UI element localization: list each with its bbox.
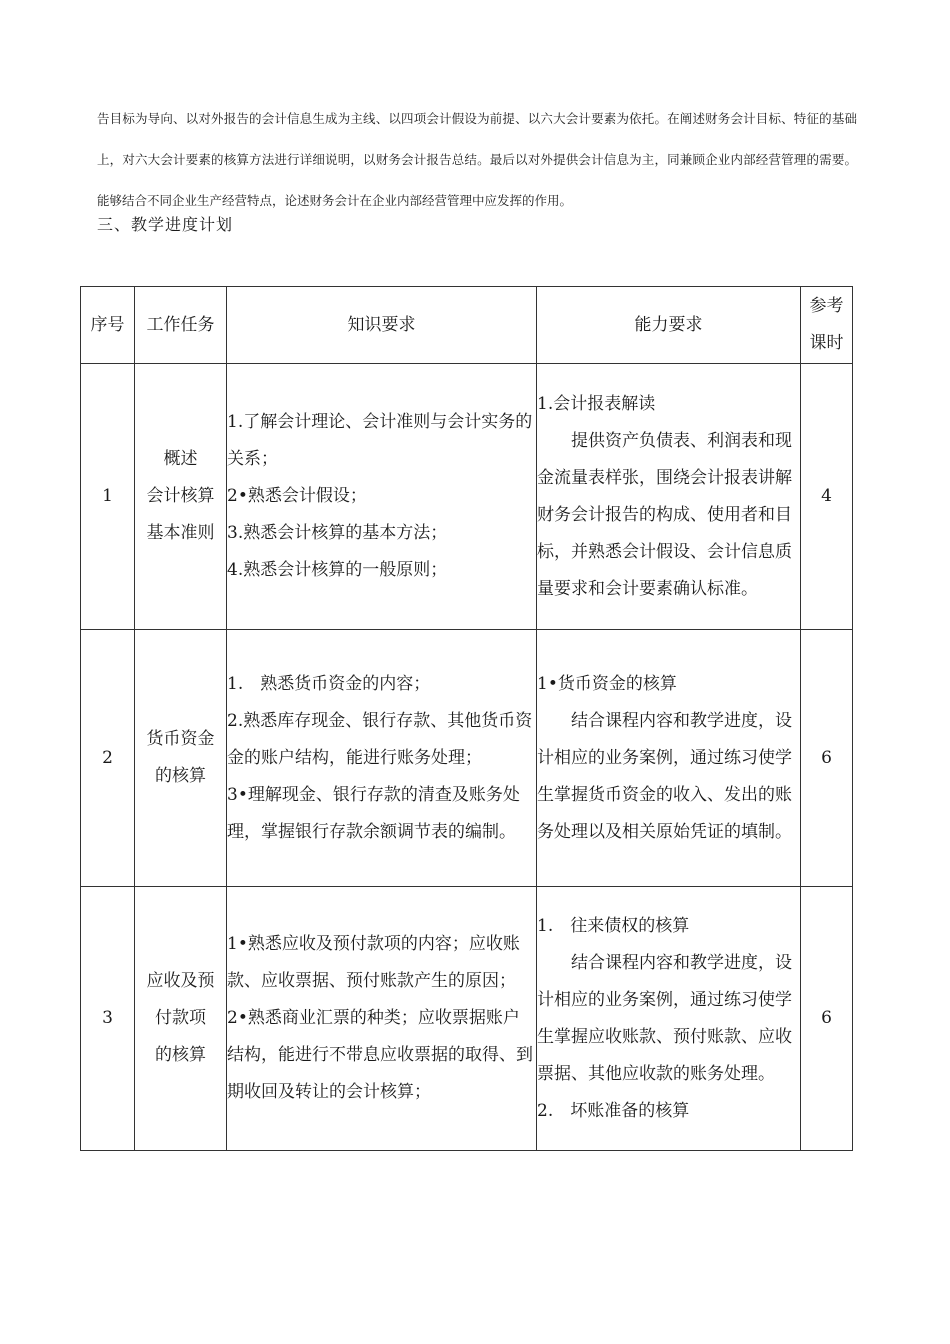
knowledge-item: 2•熟悉商业汇票的种类；应收票据账户结构，能进行不带息应收票据的取得、到期收回及转让的会计核算；: [227, 1008, 533, 1102]
ability-title: 1•货币资金的核算: [537, 673, 677, 694]
task-line: 基本准则: [146, 523, 215, 543]
row-task: [135, 630, 227, 887]
intro-paragraph: 告目标为导向、以对外报告的会计信息生成为主线、以四项会计假设为前提、以六大会计要素为依托。在阐述财务会计目标、特征的基础上，对六大会计要素的核算方法进行详细说明，以财务会计报告总结。最后以对外提供会计信息为主，同兼顾企业内部经营管理的需要。能够结合不同企业生产经营特点，论述财务会计在企业内部经营管理中应发挥的作用。: [97, 111, 857, 208]
row-ability: [537, 630, 801, 887]
task-line: 的核算: [155, 766, 206, 786]
task-line: 应收及预: [146, 971, 215, 991]
header-hours: [801, 287, 853, 364]
row-knowledge: [227, 887, 537, 1151]
knowledge-item: 3•理解现金、银行存款的清查及账务处理，掌握银行存款余额调节表的编制。: [227, 784, 520, 842]
table-row: [81, 364, 853, 630]
task-line: 会计核算: [146, 486, 215, 506]
ability-title: 1.会计报表解读: [537, 393, 656, 414]
row-hours: 4: [801, 364, 853, 630]
header-hours-line2: 课时: [809, 333, 844, 353]
knowledge-item: 3.熟悉会计核算的基本方法；: [227, 523, 448, 543]
row-task: [135, 364, 227, 630]
row-ability: [537, 364, 801, 630]
row-hours: 6: [801, 887, 853, 1151]
header-num: 序号: [81, 287, 135, 364]
row-hours: 6: [801, 630, 853, 887]
header-knowledge: 知识要求: [227, 287, 537, 364]
row-ability: [537, 887, 801, 1151]
knowledge-item: 1•熟悉应收及预付款项的内容；应收账款、应收票据、预付账款产生的原因；: [227, 934, 520, 991]
teaching-schedule-table: [80, 286, 853, 1151]
ability-body: 提供资产负债表、利润表和现金流量表样张，围绕会计报表讲解财务会计报告的构成、使用者和目标，并熟悉会计假设、会计信息质量要求和会计要素确认标准。: [537, 430, 792, 599]
row-num: 2: [81, 630, 135, 887]
table-header-row: [81, 287, 853, 364]
task-line: 的核算: [155, 1045, 206, 1065]
knowledge-item: 2.熟悉库存现金、银行存款、其他货币资金的账户结构，能进行账务处理；: [227, 710, 533, 768]
ability-body: 结合课程内容和教学进度，设计相应的业务案例，通过练习使学生掌握货币资金的收入、发出的账务处理以及相关原始凭证的填制。: [537, 710, 792, 842]
knowledge-item: 4.熟悉会计核算的一般原则；: [227, 560, 448, 580]
task-line: 概述: [163, 449, 198, 469]
header-hours-line1: 参考: [809, 296, 844, 316]
ability-body: 结合课程内容和教学进度，设计相应的业务案例，通过练习使学生掌握应收账款、预付账款、应收票据、其他应收款的账务处理。: [537, 952, 792, 1084]
section-heading: 三、教学进度计划: [97, 215, 234, 234]
knowledge-item: 2•熟悉会计假设；: [227, 486, 367, 506]
table-row: [81, 887, 853, 1151]
knowledge-item: 1.了解会计理论、会计准则与会计实务的关系；: [227, 412, 533, 469]
row-knowledge: [227, 364, 537, 630]
header-ability: 能力要求: [537, 287, 801, 364]
row-task: [135, 887, 227, 1151]
ability-title: 2. 坏账准备的核算: [537, 1100, 690, 1121]
row-num: 1: [81, 364, 135, 630]
task-line: 付款项: [155, 1008, 206, 1028]
ability-title: 1. 往来债权的核算: [537, 915, 690, 936]
row-num: 3: [81, 887, 135, 1151]
row-knowledge: [227, 630, 537, 887]
table-row: [81, 630, 853, 887]
header-task: 工作任务: [135, 287, 227, 364]
task-line: 货币资金: [146, 729, 215, 749]
knowledge-item: 1. 熟悉货币资金的内容；: [227, 673, 431, 694]
